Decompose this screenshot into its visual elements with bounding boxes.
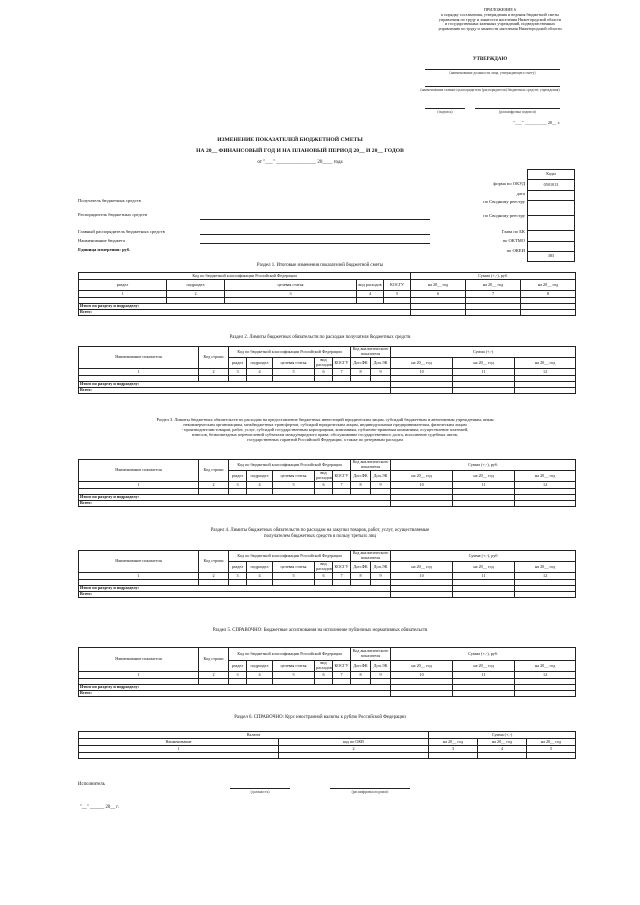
s5-num: 9 — [371, 672, 391, 679]
label-date: дата — [516, 191, 525, 196]
s4-col: Доп.ФК — [351, 562, 371, 573]
s3-col: Доп.ЭК — [371, 471, 391, 482]
s3-col: на 20__ год — [453, 471, 515, 482]
s2-num: 2 — [199, 369, 229, 376]
s1-col-vr: вид расходов — [357, 280, 384, 291]
label-okei: по ОКЕИ — [506, 248, 525, 253]
s2-group-bk: Код по бюджетной классификации Российской Федерации — [229, 347, 351, 358]
s3-col: КОСГУ — [333, 471, 351, 482]
s4-num: 9 — [371, 573, 391, 580]
s1-total: Всего: — [79, 310, 411, 316]
s6-num: 4 — [478, 746, 527, 753]
s5-total: Всего: — [79, 691, 391, 697]
appendix-line: управлению по труду и занятости населения Нижегородской области — [438, 26, 562, 32]
s2-col: на 20__ год — [515, 358, 576, 369]
meta-main-distributor: Главный распорядитель бюджетных средств — [78, 229, 165, 234]
s2-col: раздел — [229, 358, 247, 369]
section4-title-line: Раздел 4. Лимиты бюджетных обязательств по расходам на закупки товаров, работ, услуг, осуществляемые — [210, 528, 430, 533]
section2-table — [78, 346, 576, 394]
appendix-line: и государственных казенных учреждений, подведомственных — [444, 21, 556, 27]
executor-signature-caption: (расшифровка подписи) — [351, 790, 389, 794]
meta-budget: Наименование бюджета — [78, 238, 125, 243]
appendix-line: к порядку составления, утверждения и ведения бюджетной сметы — [441, 11, 559, 17]
approve-caption-org: (наименование главного распорядителя (распорядителя) бюджетных средств; учреждения) — [420, 88, 560, 92]
approve-caption-decode: (расшифровка подписи) — [499, 110, 536, 114]
s5-col: КОСГУ — [333, 661, 351, 672]
section3-title-line: - производителям товаров, работ, услуг, субсидий государственным корпорациям, компаниям, публично-правовым компаниям; осуществление платежей, — [181, 427, 469, 433]
s2-num: 12 — [515, 369, 576, 376]
s5-col: Доп.ЭК — [371, 661, 391, 672]
s1-col-y2: на 20__ год — [466, 280, 521, 291]
section3-title — [70, 417, 580, 442]
section4-title-line: получателем бюджетных средств в пользу третьих лиц — [264, 533, 376, 539]
s5-name-col: Наименование показателя — [79, 648, 199, 672]
s4-col: подраздел — [247, 562, 273, 573]
s3-total: Всего: — [79, 501, 391, 507]
s4-group-bk: Код по бюджетной классификации Российской Федерации — [229, 551, 351, 562]
s2-num: 10 — [391, 369, 453, 376]
s2-num: 5 — [273, 369, 315, 376]
s3-col: целевая статья — [273, 471, 315, 482]
s4-num: 3 — [229, 573, 247, 580]
s1-num: 3 — [225, 291, 357, 298]
s1-col-y1: на 20__ год — [411, 280, 466, 291]
label-reestr-1: по Сводному реестру — [483, 199, 525, 204]
section3-title-line: Раздел 3. Лимиты бюджетных обязательств по расходам на предоставление бюджетных инвестиций юридическим лицам, субсидий бюджетным и автономным учреждениям, иным — [156, 417, 494, 422]
s5-col: целевая статья — [273, 661, 315, 672]
s2-num: 7 — [333, 369, 351, 376]
section6-table — [78, 731, 576, 759]
s1-num: 7 — [466, 291, 521, 298]
s4-col: КОСГУ — [333, 562, 351, 573]
executor-label: Исполнитель — [78, 782, 105, 787]
s1-col-y3: на 20__ год — [521, 280, 576, 291]
meta-unit: Единица измерения: руб. — [78, 247, 131, 252]
s2-code-col: Код строки — [199, 347, 229, 369]
approve-title: УТВЕРЖДАЮ — [472, 57, 508, 62]
codes-header: Коды — [528, 170, 575, 180]
s4-col: на 20__ год — [515, 562, 576, 573]
s2-col: Доп.ЭК — [371, 358, 391, 369]
s1-col-razdel: раздел — [79, 280, 167, 291]
meta-recipient: Получатель бюджетных средств — [78, 198, 141, 203]
label-glava: Глава по БК — [501, 229, 525, 234]
appendix-line: управления по труду и занятости населения Нижегородской области — [438, 16, 562, 22]
s3-code-col: Код строки — [199, 460, 229, 482]
s6-col: Наименование — [79, 739, 279, 746]
s3-num: 12 — [515, 482, 576, 489]
approve-date: "___" __________ 20__ г. — [513, 120, 560, 125]
s2-num: 4 — [247, 369, 273, 376]
s3-group-sum: Сумма (+,-), руб. — [391, 460, 576, 471]
approve-caption-signature: (подпись) — [437, 110, 453, 114]
s4-col: раздел — [229, 562, 247, 573]
s5-num: 1 — [79, 672, 199, 679]
s1-total-sub: Итого по разделу и подразделу: — [79, 304, 411, 310]
s1-num: 4 — [357, 291, 384, 298]
code-okei: 383 — [528, 251, 575, 261]
s6-col: код по ОКВ — [279, 739, 429, 746]
s2-num: 9 — [371, 369, 391, 376]
s1-num: 1 — [79, 291, 167, 298]
section2-title: Раздел 2. Лимиты бюджетных обязательств по расходам получателя бюджетных средств — [229, 335, 411, 340]
s3-col: Доп.ФК — [351, 471, 371, 482]
s3-col: раздел — [229, 471, 247, 482]
s4-group-sum: Сумма (+,-), руб — [391, 551, 576, 562]
code-glava — [528, 231, 575, 241]
section5-table — [78, 647, 576, 697]
s3-col: вид расходов — [316, 470, 332, 480]
s2-col: КОСГУ — [333, 358, 351, 369]
s2-col: подраздел — [247, 358, 273, 369]
label-okud: форма по ОКУД — [493, 181, 525, 186]
s2-num: 6 — [315, 369, 333, 376]
code-date — [528, 190, 575, 200]
s1-col-kosgu: КОСГУ — [384, 280, 411, 291]
s3-num: 3 — [229, 482, 247, 489]
s3-num: 1 — [79, 482, 199, 489]
s2-group-sum: Сумма (+,-) — [391, 347, 576, 358]
s2-num: 1 — [79, 369, 199, 376]
s1-group-sum: Сумма (+,-), руб. — [411, 273, 576, 280]
s6-num: 1 — [79, 746, 279, 753]
s1-col-cs: целевая статья — [225, 280, 357, 291]
s5-col: на 20__ год — [453, 661, 515, 672]
s5-col: раздел — [229, 661, 247, 672]
s1-col-podrazdel: подраздел — [167, 280, 225, 291]
s4-num: 2 — [199, 573, 229, 580]
label-oktmo: по ОКТМО — [502, 238, 525, 243]
s2-col: на 20__ год — [391, 358, 453, 369]
s3-num: 6 — [315, 482, 333, 489]
s5-num: 10 — [391, 672, 453, 679]
section4-table — [78, 550, 576, 598]
s1-num: 2 — [167, 291, 225, 298]
s6-col: на 20__ год — [478, 739, 527, 746]
s2-num: 11 — [453, 369, 515, 376]
s4-total: Всего: — [79, 592, 391, 598]
s4-col: Доп.ЭК — [371, 562, 391, 573]
s1-group-bk: Код по бюджетной классификации Российской Федерации — [79, 273, 411, 280]
s5-num: 6 — [315, 672, 333, 679]
s6-num: 3 — [429, 746, 478, 753]
s4-num: 12 — [515, 573, 576, 580]
s3-num: 10 — [391, 482, 453, 489]
page-date: от "___" ________________ 20____ года — [257, 160, 343, 165]
s3-num: 11 — [453, 482, 515, 489]
executor-position-caption: (должность) — [250, 790, 270, 794]
section1-title: Раздел 1. Итоговые изменения показателей бюджетной сметы — [256, 263, 384, 268]
s2-num: 8 — [351, 369, 371, 376]
s4-col: вид расходов — [316, 561, 332, 571]
s4-code-col: Код строки — [199, 551, 229, 573]
s4-num: 6 — [315, 573, 333, 580]
s3-num: 7 — [333, 482, 351, 489]
s2-name-col: Наименование показателя — [79, 347, 199, 369]
s5-group-bk: Код по бюджетной классификации Российской Федерации — [229, 648, 351, 661]
s5-col: подраздел — [247, 661, 273, 672]
section3-title-line: государственных гарантий Российской Федерации, а также по резервным расходам — [247, 437, 403, 443]
section3-title-line: взносов, безвозмездных перечислений субъектам международного права; обслуживание государственного долга, исполнение судебных актов, — [192, 432, 458, 438]
page-title: ИЗМЕНЕНИЕ ПОКАЗАТЕЛЕЙ БЮДЖЕТНОЙ СМЕТЫ — [217, 137, 363, 143]
s1-num: 8 — [521, 291, 576, 298]
s2-group-an: Код аналитического показателя — [351, 347, 391, 358]
meta-distributor: Распорядитель бюджетных средств — [78, 212, 148, 217]
section5-title: Раздел 5. СПРАВОЧНО: Бюджетные ассигнования на исполнение публичных нормативных обязательств — [212, 628, 428, 633]
s4-num: 7 — [333, 573, 351, 580]
s6-col: на 20__ год — [429, 739, 478, 746]
s3-total-sub: Итого по разделу и подразделу: — [79, 495, 391, 501]
s4-num: 11 — [453, 573, 515, 580]
s3-col: на 20__ год — [391, 471, 453, 482]
s3-col: на 20__ год — [515, 471, 576, 482]
approve-caption-position: (наименование должности лица, утверждающего смету) — [449, 71, 536, 75]
codes-table — [527, 169, 575, 262]
s5-num: 8 — [351, 672, 371, 679]
s6-group-currency: Валюта — [79, 732, 429, 739]
section1-table — [78, 272, 576, 316]
s2-col: вид расходов — [316, 357, 332, 367]
s2-total-sub: Итого по разделу и подразделу: — [79, 382, 391, 388]
s6-col: на 20__ год — [527, 739, 576, 746]
code-okud: 0501013 — [528, 180, 575, 190]
s3-group-an: Код аналитического показателя — [351, 460, 391, 471]
s6-num: 5 — [527, 746, 576, 753]
s4-num: 5 — [273, 573, 315, 580]
s5-total-sub: Итого по разделу и подразделу: — [79, 685, 391, 691]
s5-code-col: Код строки — [199, 648, 229, 672]
section3-title-line: некоммерческим организациям, межбюджетных трансфертов, субсидий юридическим лицам, индивидуальным предпринимателям, физическим лицам — [183, 422, 467, 428]
appendix-title: ПРИЛОЖЕНИЕ 6 — [483, 7, 517, 12]
s4-col: на 20__ год — [391, 562, 453, 573]
s5-num: 11 — [453, 672, 515, 679]
s5-group-an: Код аналитического показателя — [351, 648, 391, 661]
s3-num: 5 — [273, 482, 315, 489]
s6-group-sum: Сумма (+,-) — [429, 732, 576, 739]
s3-num: 8 — [351, 482, 371, 489]
s5-num: 2 — [199, 672, 229, 679]
s3-num: 4 — [247, 482, 273, 489]
s3-num: 2 — [199, 482, 229, 489]
s3-num: 9 — [371, 482, 391, 489]
page-period: НА 20__ ФИНАНСОВЫЙ ГОД И НА ПЛАНОВЫЙ ПЕРИОД 20__ И 20__ ГОДОВ — [196, 148, 404, 154]
s5-num: 12 — [515, 672, 576, 679]
s2-num: 3 — [229, 369, 247, 376]
s4-num: 8 — [351, 573, 371, 580]
s4-col: на 20__ год — [453, 562, 515, 573]
s2-col: Доп.ФК — [351, 358, 371, 369]
s4-num: 1 — [79, 573, 199, 580]
code-reestr-2 — [528, 216, 575, 231]
s6-num: 2 — [279, 746, 429, 753]
s2-col: на 20__ год — [453, 358, 515, 369]
section4-title — [120, 528, 520, 539]
s5-num: 3 — [229, 672, 247, 679]
code-reestr-1 — [528, 201, 575, 216]
s5-group-sum: Сумма (+,-), руб. — [391, 648, 576, 661]
s4-name-col: Наименование показателя — [79, 551, 199, 573]
s5-num: 7 — [333, 672, 351, 679]
appendix-block — [400, 8, 600, 32]
s3-group-bk: Код по бюджетной классификации Российской Федерации — [229, 460, 351, 471]
code-oktmo — [528, 241, 575, 251]
s4-col: целевая статья — [273, 562, 315, 573]
s4-num: 10 — [391, 573, 453, 580]
label-reestr-2: по Сводному реестру — [483, 213, 525, 218]
s4-total-sub: Итого по разделу и подразделу: — [79, 586, 391, 592]
s2-col: целевая статья — [273, 358, 315, 369]
s2-total: Всего: — [79, 388, 391, 394]
footer-date: "__" ______ 20__ г. — [80, 805, 119, 810]
s4-group-an: Код аналитического показателя — [351, 551, 391, 562]
s1-num: 6 — [411, 291, 466, 298]
s5-col: Доп.ФК — [351, 661, 371, 672]
section3-table — [78, 459, 576, 507]
s3-col: подраздел — [247, 471, 273, 482]
s5-col: на 20__ год — [515, 661, 576, 672]
s4-num: 4 — [247, 573, 273, 580]
s5-col: вид расходов — [316, 660, 332, 670]
s3-name-col: Наименование показателя — [79, 460, 199, 482]
s5-num: 5 — [273, 672, 315, 679]
s1-num: 5 — [384, 291, 411, 298]
s5-num: 4 — [247, 672, 273, 679]
section6-title: Раздел 6. СПРАВОЧНО: Курс иностранной валюты к рублю Российской Федерации — [234, 715, 406, 720]
s5-col: на 20__ год — [391, 661, 453, 672]
